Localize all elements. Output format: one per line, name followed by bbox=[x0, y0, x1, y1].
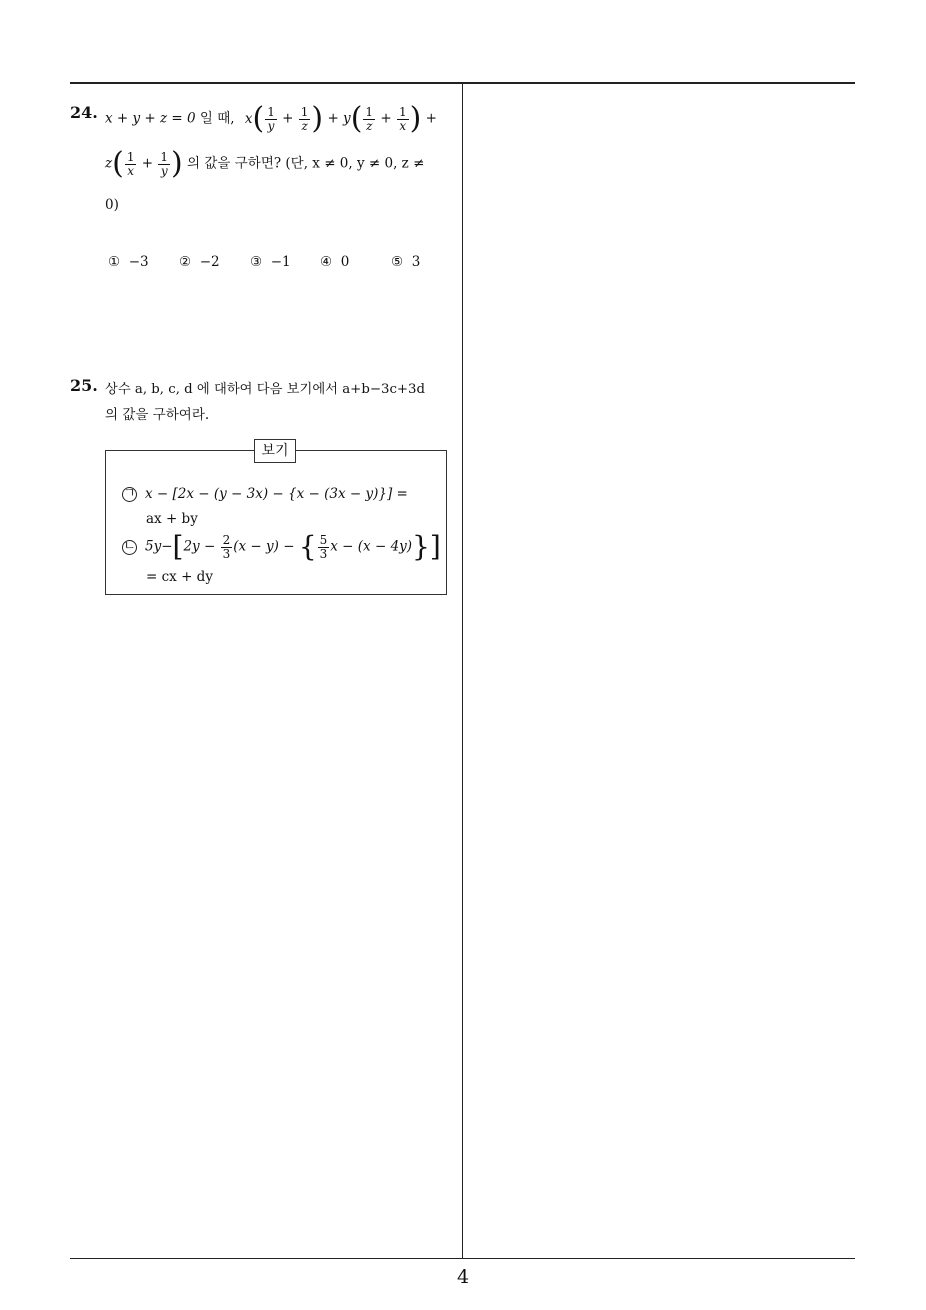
right-paren: ) bbox=[409, 101, 422, 136]
fraction-1-over-y: $\frac{1}{y}$ bbox=[160, 149, 169, 178]
choice-4[interactable]: ④ 0 bbox=[320, 254, 350, 270]
bogi-item-2-line-1: ㄴ 5y−[2y − $\frac{2}{3}$ (x − y) − { $\frac{5}{3}$ x − (x − 4y)}] bbox=[123, 530, 441, 563]
right-paren: ) bbox=[311, 101, 324, 136]
plus-sign: + bbox=[425, 110, 437, 127]
question-24-line-3: 0) bbox=[105, 197, 119, 213]
question-24-line-2 bbox=[105, 146, 425, 181]
question-24-line-1 bbox=[105, 101, 437, 136]
q24-var-x: x bbox=[244, 110, 253, 127]
left-brace: { bbox=[298, 530, 317, 563]
fraction-1-over-x: $\frac{1}{x}$ bbox=[398, 104, 407, 133]
bogi-item-1-line-1 bbox=[122, 486, 408, 502]
plus-sign: + bbox=[327, 110, 339, 127]
fraction-5-over-3: $\frac{5}{3}$ bbox=[319, 532, 328, 561]
q24-condition: x + y + z = 0 bbox=[105, 110, 196, 127]
right-brace: } bbox=[412, 530, 430, 563]
bogi-title: 보기 bbox=[254, 439, 296, 463]
fraction-2-over-3: $\frac{2}{3}$ bbox=[222, 532, 231, 561]
circled-giyeok-icon: ㄱ bbox=[123, 486, 136, 501]
page-number: 4 bbox=[456, 1266, 470, 1288]
plus-sign: + bbox=[380, 110, 392, 127]
choice-2[interactable]: ② −2 bbox=[179, 254, 220, 270]
bogi-item-1-line-2: ax + by bbox=[146, 511, 198, 527]
bogi-item-1-expression: x − [2x − (y − 3x) − {x − (3x − y)}] = bbox=[145, 486, 408, 502]
choice-5[interactable]: ⑤ 3 bbox=[391, 254, 421, 270]
left-paren: ( bbox=[350, 101, 363, 136]
right-paren: ) bbox=[171, 146, 183, 181]
question-24-number: 24. bbox=[70, 103, 98, 122]
column-divider bbox=[462, 82, 463, 1259]
choice-1[interactable]: ① −3 bbox=[108, 254, 149, 270]
q24-question-text: 의 값을 구하면? (단, x ≠ 0, y ≠ 0, z ≠ bbox=[187, 155, 425, 172]
question-25-line-2: 의 값을 구하여라. bbox=[105, 407, 210, 423]
right-bracket: ] bbox=[429, 530, 441, 563]
circled-nieun-icon: ㄴ bbox=[123, 538, 136, 554]
question-25-line-1: 상수 a, b, c, d 에 대하여 다음 보기에서 a+b−3c+3d bbox=[105, 382, 425, 397]
q24-var-y: y bbox=[343, 110, 351, 127]
bottom-rule bbox=[70, 1258, 855, 1259]
plus-sign: + bbox=[282, 110, 294, 127]
plus-sign: + bbox=[141, 155, 154, 172]
left-bracket: [ bbox=[172, 530, 184, 563]
question-25-number: 25. bbox=[70, 376, 98, 395]
fraction-1-over-z: $\frac{1}{z}$ bbox=[300, 104, 309, 133]
choice-3[interactable]: ③ −1 bbox=[250, 254, 291, 270]
q24-var-z: z bbox=[105, 155, 113, 172]
bogi-item-2-line-2: = cx + dy bbox=[146, 569, 213, 585]
fraction-1-over-x: $\frac{1}{x}$ bbox=[126, 149, 135, 178]
fraction-1-over-y: $\frac{1}{y}$ bbox=[267, 104, 275, 133]
left-paren: ( bbox=[112, 146, 124, 181]
left-paren: ( bbox=[252, 101, 265, 136]
fraction-1-over-z: $\frac{1}{z}$ bbox=[365, 104, 374, 133]
q24-condition-suffix: 일 때, bbox=[199, 110, 235, 127]
